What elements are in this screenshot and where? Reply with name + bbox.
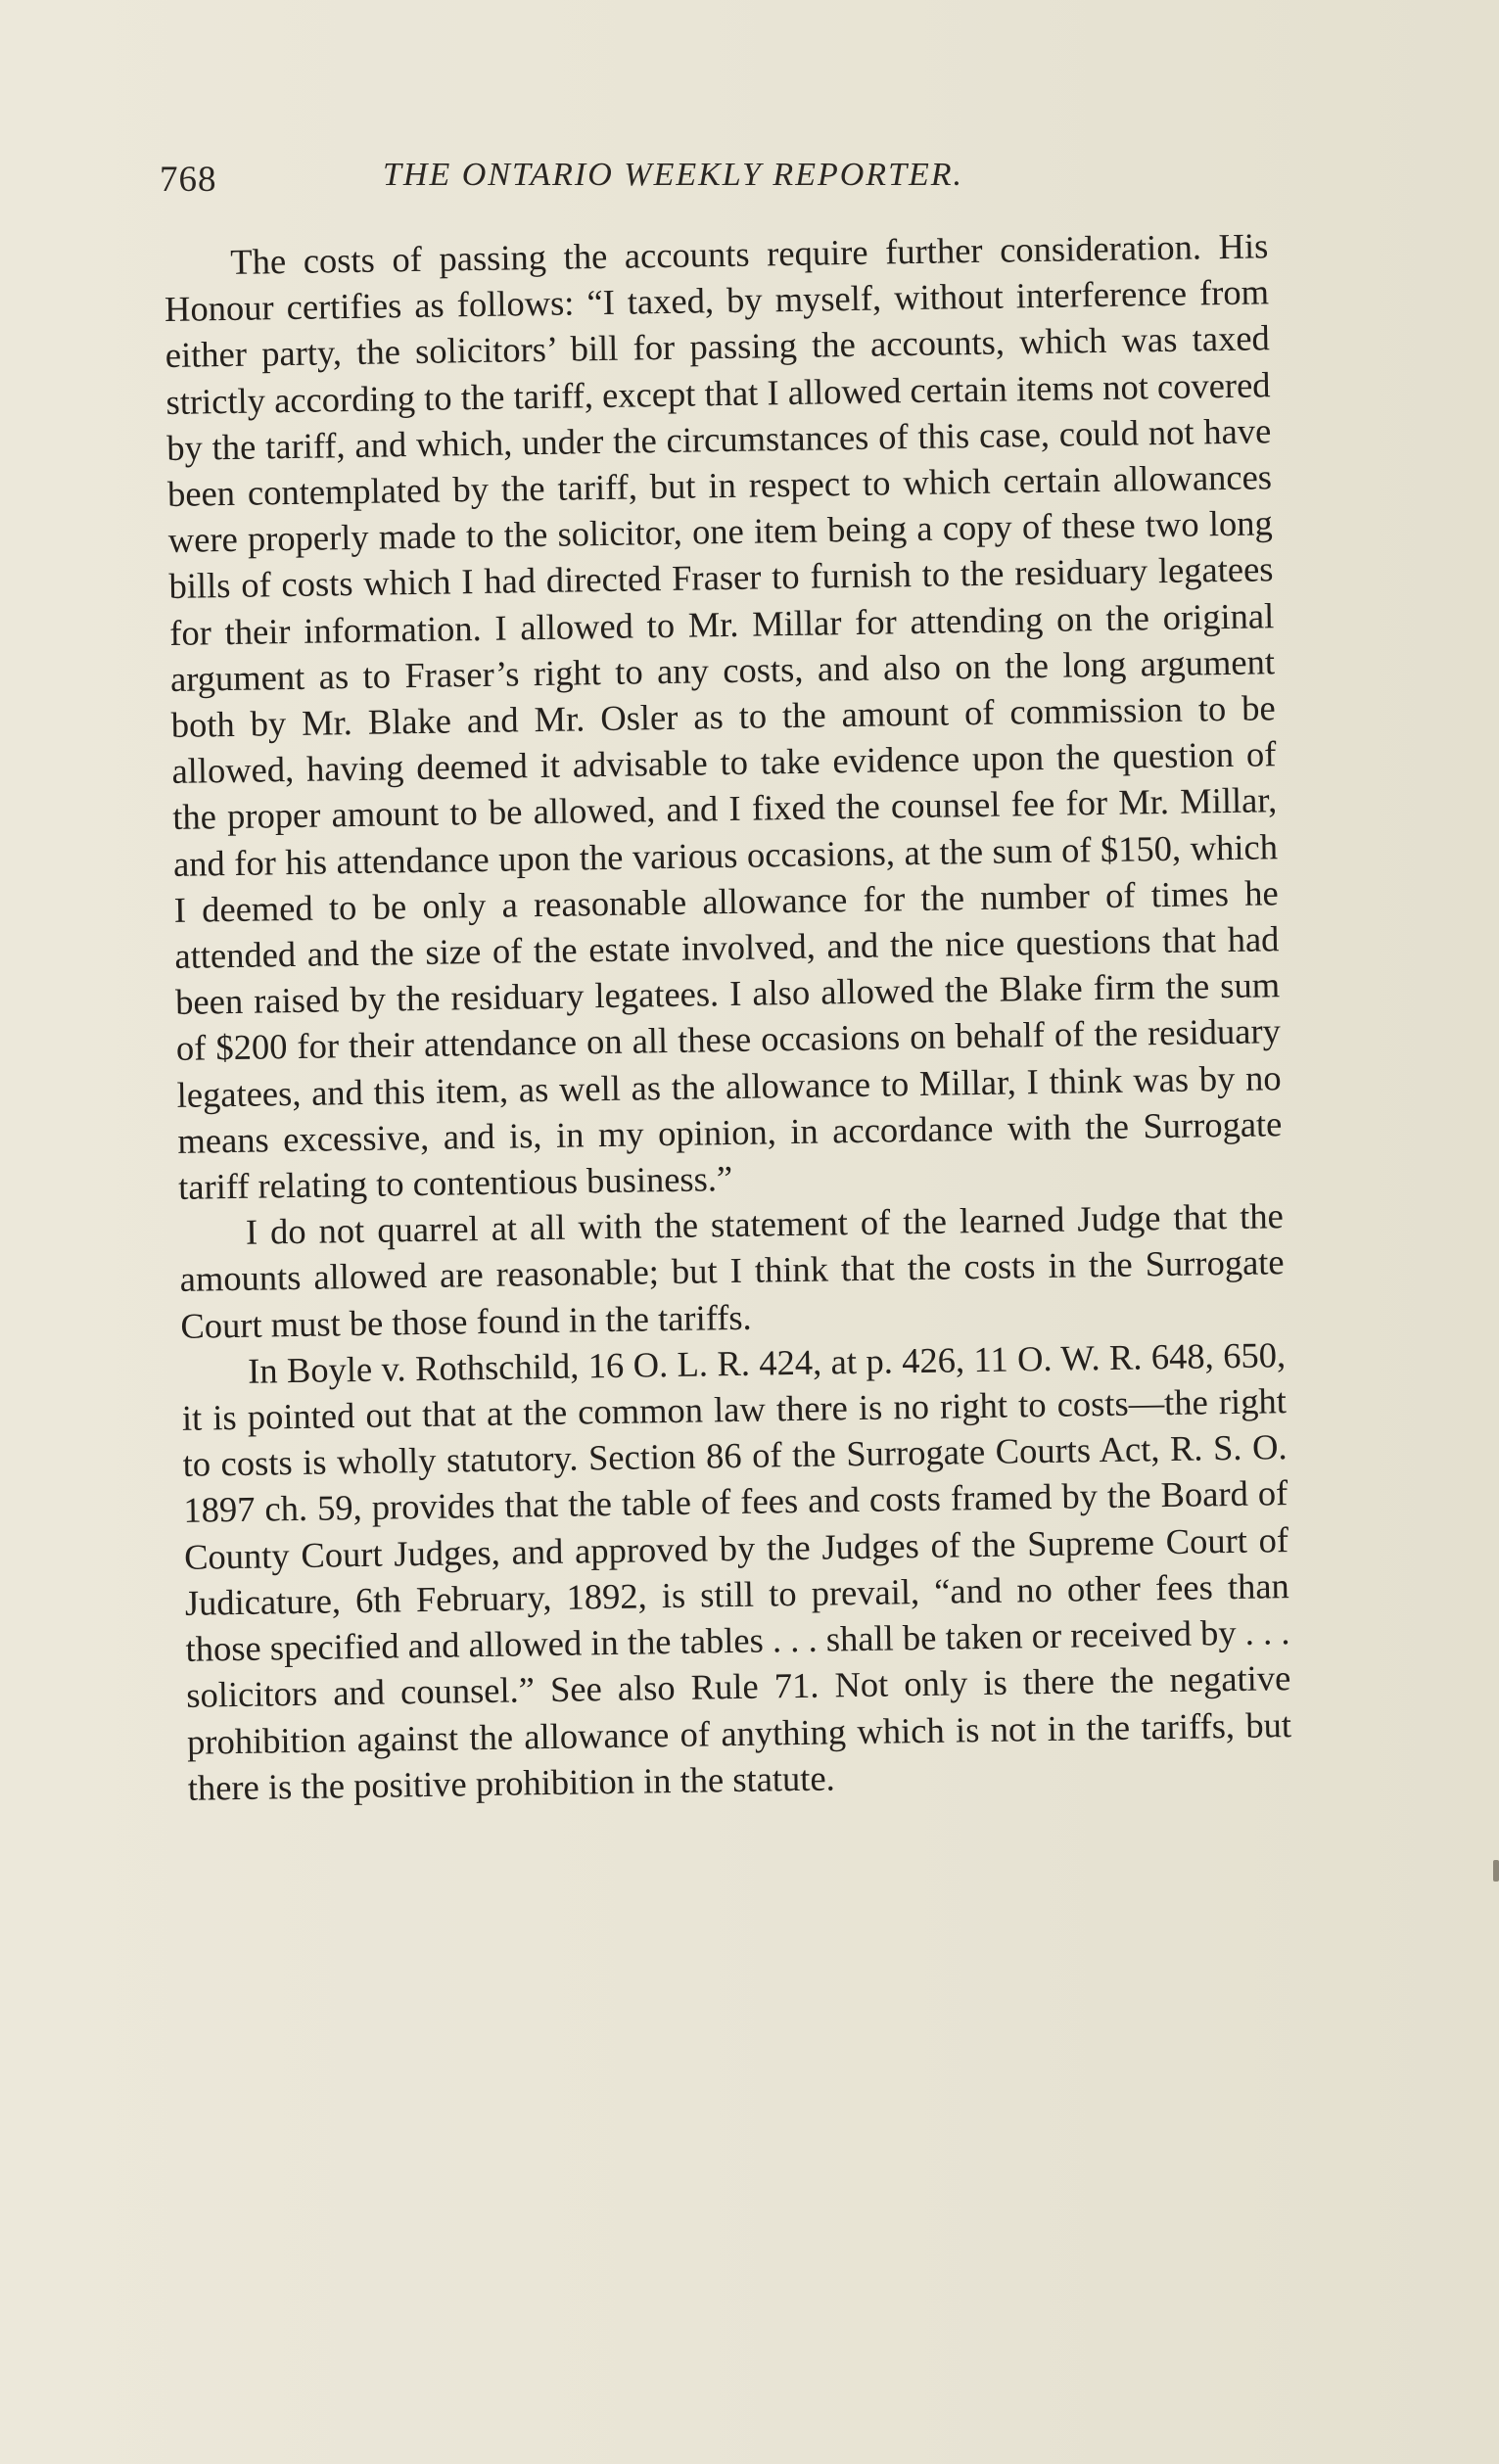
journal-title: THE ONTARIO WEEKLY REPORTER. bbox=[383, 157, 964, 193]
page-edge-mark bbox=[1493, 1860, 1499, 1882]
page-number: 768 bbox=[160, 160, 217, 200]
paragraph-boyle-rothschild: In Boyle v. Rothschild, 16 O. L. R. 424, at p. 426, 11 O. W. R. 648, 650, it is pointed out that at the common law there is no right to costs—the right to costs is wholly statutory. Section 86 of the Surrogate Courts Act, R. S. O. 1897 ch. 59, provides that the table of fees and costs framed by the Board of County Court Judges, and approved by the Judges of the Supreme Court of Judicature, 6th February, 1892, is still to prevail, “and no other fees than those specified and allowed in the tables . . . shall be taken or received by . . . solicitors and counsel.” See also Rule 71. Not only is there the negative prohibition against the allowance of anything which is not in the tariffs, but there is the positive prohibition in the statute. bbox=[181, 1334, 1292, 1808]
running-head bbox=[160, 149, 1286, 208]
body-text bbox=[164, 222, 1292, 1810]
paragraph-judge-reasonable: I do not quarrel at all with the statement of the learned Judge that the amounts allowed are reasonable; but I think that the costs in the Surrogate Court must be those found in the tariffs. bbox=[179, 1195, 1285, 1346]
paragraph-costs-certificate: The costs of passing the accounts require further consideration. His Honour certifies as follows: “I taxed, by myself, without interference from either party, the solicitors’ bill for passing the accounts, which was taxed strictly according to the tariff, except that I allowed certain items not covered by the tariff, and which, under the circumstances of this case, could not have been contemplated by the tariff, but in respect to which certain allowances were properly made to the solicitor, one item being a copy of these two long bills of costs which I had directed Fraser to furnish to the residuary legatees for their information. I allowed to Mr. Millar for attending on the original argument as to Fraser’s right to any costs, and also on the long argument both by Mr. Blake and Mr. Osler as to the amount of commission to be allowed, having deemed it advisable to take evidence upon the question of the proper amount to be allowed, and I fixed the counsel fee for Mr. Millar, and for his attendance upon the various occasions, at the sum of $150, which I deemed to be only a reasonable allowance for the number of times he attended and the size of the estate involved, and the nice questions that had been raised by the residuary legatees. I also allowed the Blake firm the sum of $200 for their attendance on all these occasions on behalf of the residuary legatees, and this item, as well as the allowance to Millar, I think was by no means excessive, and is, in my opinion, in accordance with the Surrogate tariff relating to contentious business.” bbox=[164, 225, 1283, 1207]
